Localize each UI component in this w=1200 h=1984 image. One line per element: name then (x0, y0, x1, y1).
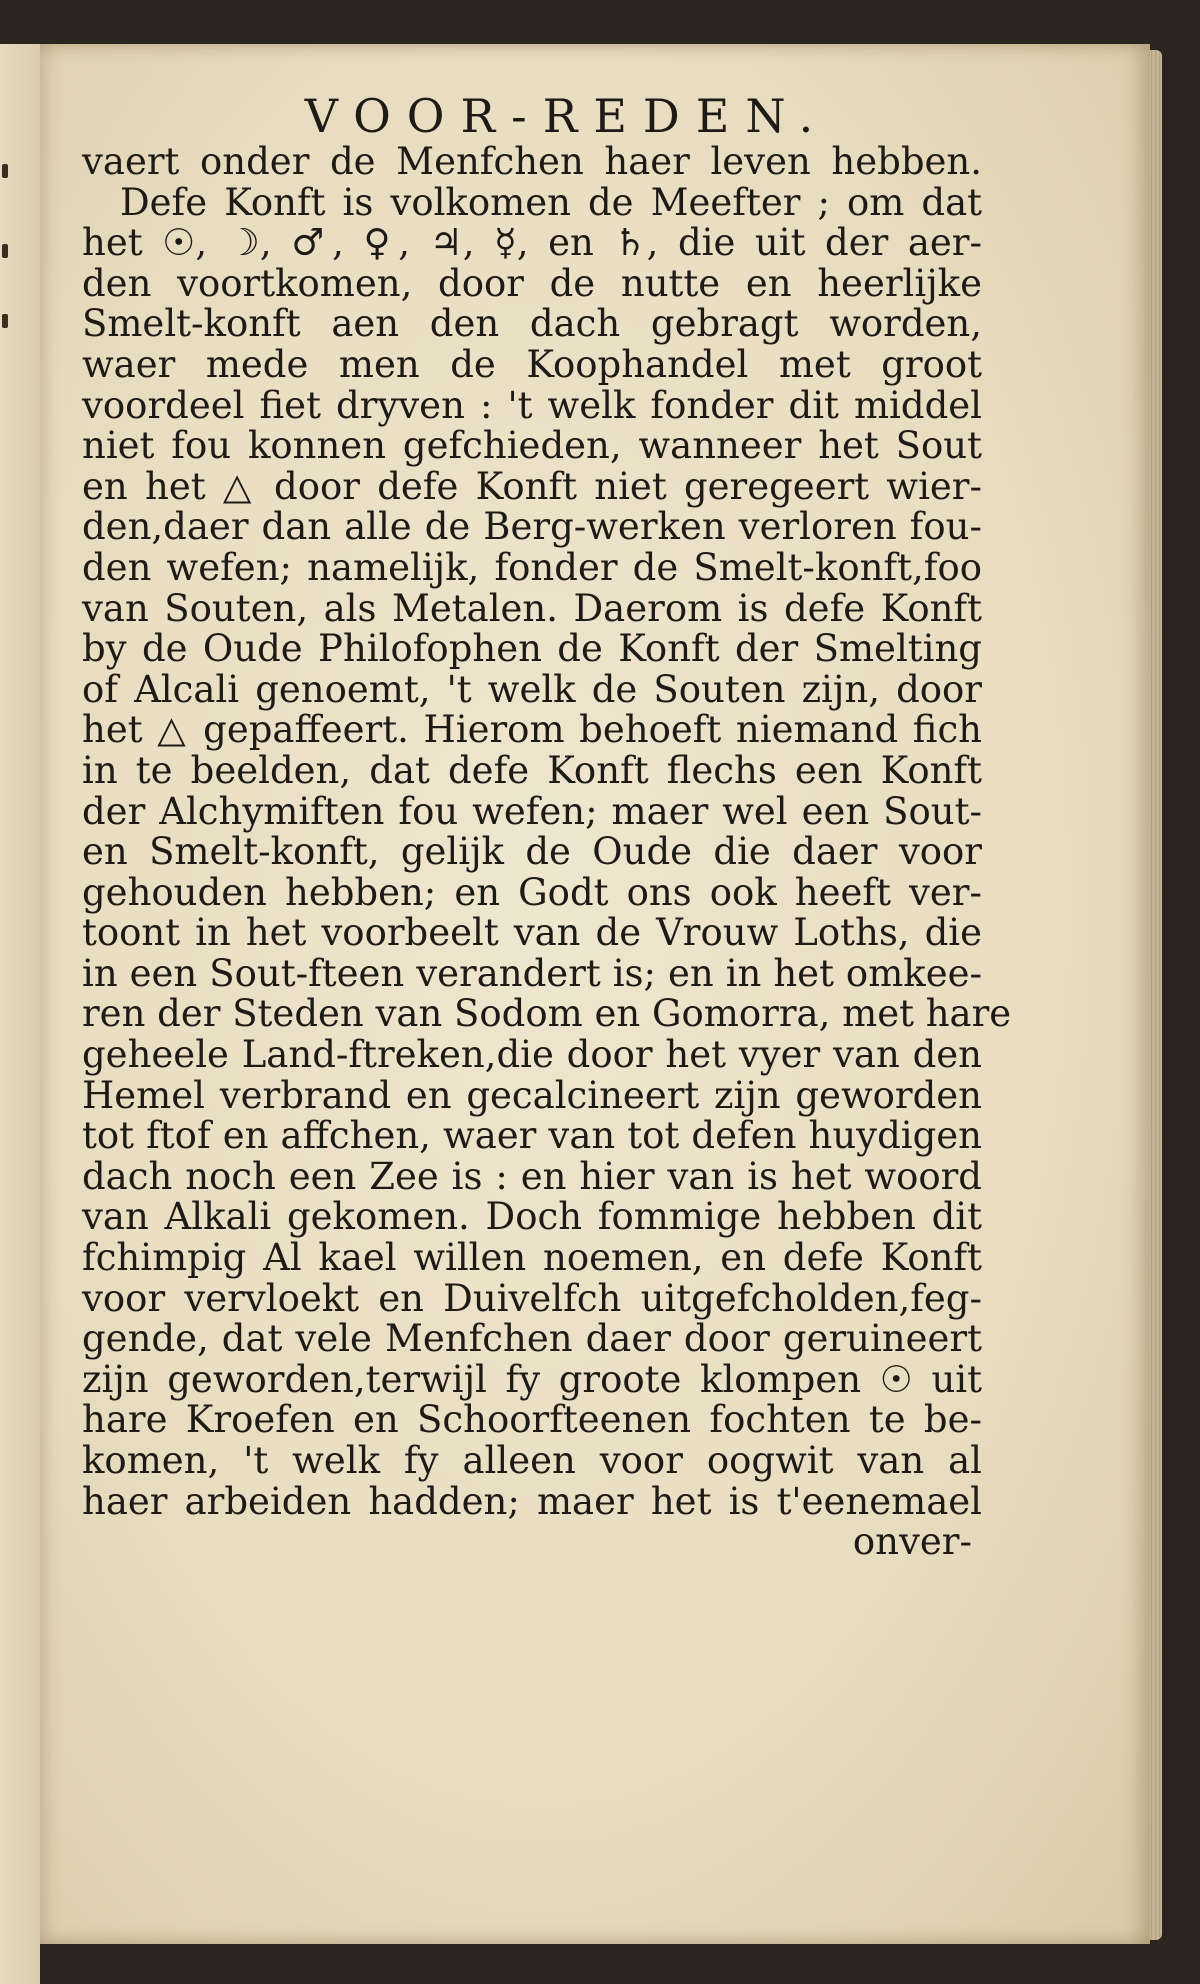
text-line: van Souten, als Metalen. Daerom is defe Konft (82, 586, 982, 630)
text-line: waer mede men de Koophandel met groot (82, 342, 982, 386)
text-line: komen, 't welk fy alleen voor oogwit van al (82, 1439, 982, 1482)
text-line: of Alcali genoemt, 't welk de Souten zijn, door (82, 667, 982, 711)
text-line: het △ gepaffeert. Hierom behoeft niemand fich (82, 708, 982, 752)
catchword: onver- (852, 1520, 972, 1564)
text-line: in te beelden, dat defe Konft flechs een Konft (82, 748, 982, 792)
text-line: en Smelt-konft, gelijk de Oude die daer voor (82, 830, 982, 874)
text-line: by de Oude Philofophen de Konft der Smelting (82, 627, 982, 671)
text-line: dach noch een Zee is : en hier van is het woord (82, 1154, 982, 1198)
text-line: Smelt-konft aen den dach gebragt worden, (82, 302, 982, 346)
text-line: in een Sout-fteen verandert is; en in het omkee- (82, 951, 982, 995)
text-line: tot ftof en affchen, waer van tot defen huydigen (82, 1114, 982, 1158)
previous-page-edge (0, 44, 40, 1984)
text-line: zijn geworden,terwijl fy groote klompen ☉ uit (82, 1357, 982, 1401)
text-line: niet fou konnen gefchieden, wanneer het Sout (82, 424, 982, 468)
text-line: geheele Land-ftreken,die door het vyer van den (82, 1033, 982, 1077)
text-line: hare Kroefen en Schoorfteenen fochten te be- (82, 1398, 982, 1442)
text-line: den wefen; namelijk, fonder de Smelt-konft,foo (82, 545, 982, 589)
text-line: gehouden hebben; en Godt ons ook heeft ver- (82, 870, 982, 914)
text-line: gende, dat vele Menfchen daer door geruineert (82, 1317, 982, 1361)
text-line: ren der Steden van Sodom en Gomorra, met hare (82, 992, 1012, 1036)
text-line: toont in het voorbeelt van de Vrouw Loths, die (82, 911, 982, 955)
text-line: en het △ door defe Konft niet geregeert wier- (82, 464, 982, 508)
text-line: haer arbeiden hadden; maer het is t'eenemael (82, 1479, 982, 1523)
text-line: den,daer dan alle de Berg-werken verloren fou- (82, 505, 982, 549)
text-block (82, 89, 1012, 1564)
text-line: Defe Konft is volkomen de Meefter ; om dat (120, 180, 982, 224)
text-line: fchimpig Al kael willen noemen, en defe Konft (82, 1236, 982, 1280)
text-line: den voortkomen, door de nutte en heerlijke (82, 261, 982, 305)
text-line: van Alkali gekomen. Doch fommige hebben dit (82, 1195, 982, 1239)
text-line: Hemel verbrand en gecalcineert zijn geworden (82, 1073, 982, 1117)
text-line: voordeel fiet dryven : 't welk fonder dit middel (82, 383, 982, 427)
text-line: voor vervloekt en Duivelfch uitgefcholden,feg- (82, 1276, 982, 1320)
running-head: VOOR-REDEN. (304, 89, 830, 143)
text-line: der Alchymiften fou wefen; maer wel een Sout- (82, 789, 982, 833)
text-line: het ☉, ☽, ♂, ♀, ♃, ☿, en ♄, die uit der aer- (82, 221, 982, 265)
text-line: vaert onder de Menfchen haer leven hebben. (82, 140, 982, 183)
